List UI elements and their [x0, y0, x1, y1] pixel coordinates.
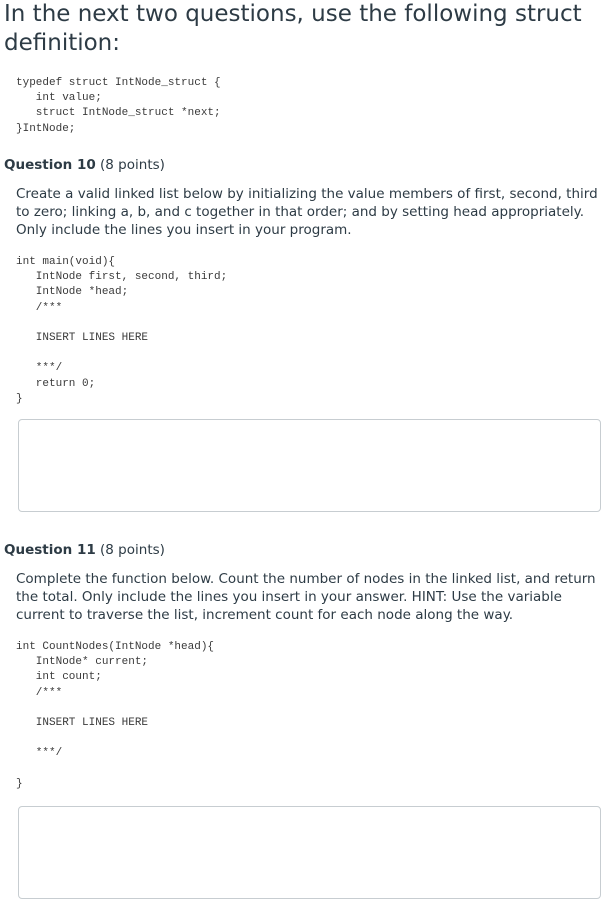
question-11-answer-field[interactable] — [18, 806, 601, 899]
question-10-prompt — [16, 185, 598, 239]
question-10-prompt-text: Create a valid linked list below by initializing the value members of first, second, third to zero; linking a, b, and c together in that order; and by setting head appropriately. Only include the lines you insert in your program. — [16, 186, 598, 238]
question-11-points: (8 points) — [100, 542, 165, 558]
question-10-answer-field[interactable] — [18, 419, 601, 512]
question-10-number: Question 10 — [4, 157, 96, 173]
question-10-title — [4, 156, 165, 174]
question-11-code: int CountNodes(IntNode *head){ IntNode* current; int count; /*** INSERT LINES HERE ***/ } — [16, 641, 215, 790]
question-10-points: (8 points) — [100, 157, 165, 173]
struct-definition-code: typedef struct IntNode_struct { int value; struct IntNode_struct *next; }IntNode; — [16, 77, 221, 135]
question-11-prompt — [16, 570, 598, 624]
section-heading: In the next two questions, use the following struct definition: — [4, 1, 582, 56]
question-11-prompt-text: Complete the function below. Count the number of nodes in the linked list, and return the total. Only include the lines you insert in your answer. HINT: Use the variable current to traverse the list, increment count for each node along the way. — [16, 571, 596, 623]
question-11-number: Question 11 — [4, 542, 96, 558]
question-11-title — [4, 541, 165, 559]
question-10-code: int main(void){ IntNode first, second, third; IntNode *head; /*** INSERT LINES HERE ***/ return 0; } — [16, 256, 228, 405]
